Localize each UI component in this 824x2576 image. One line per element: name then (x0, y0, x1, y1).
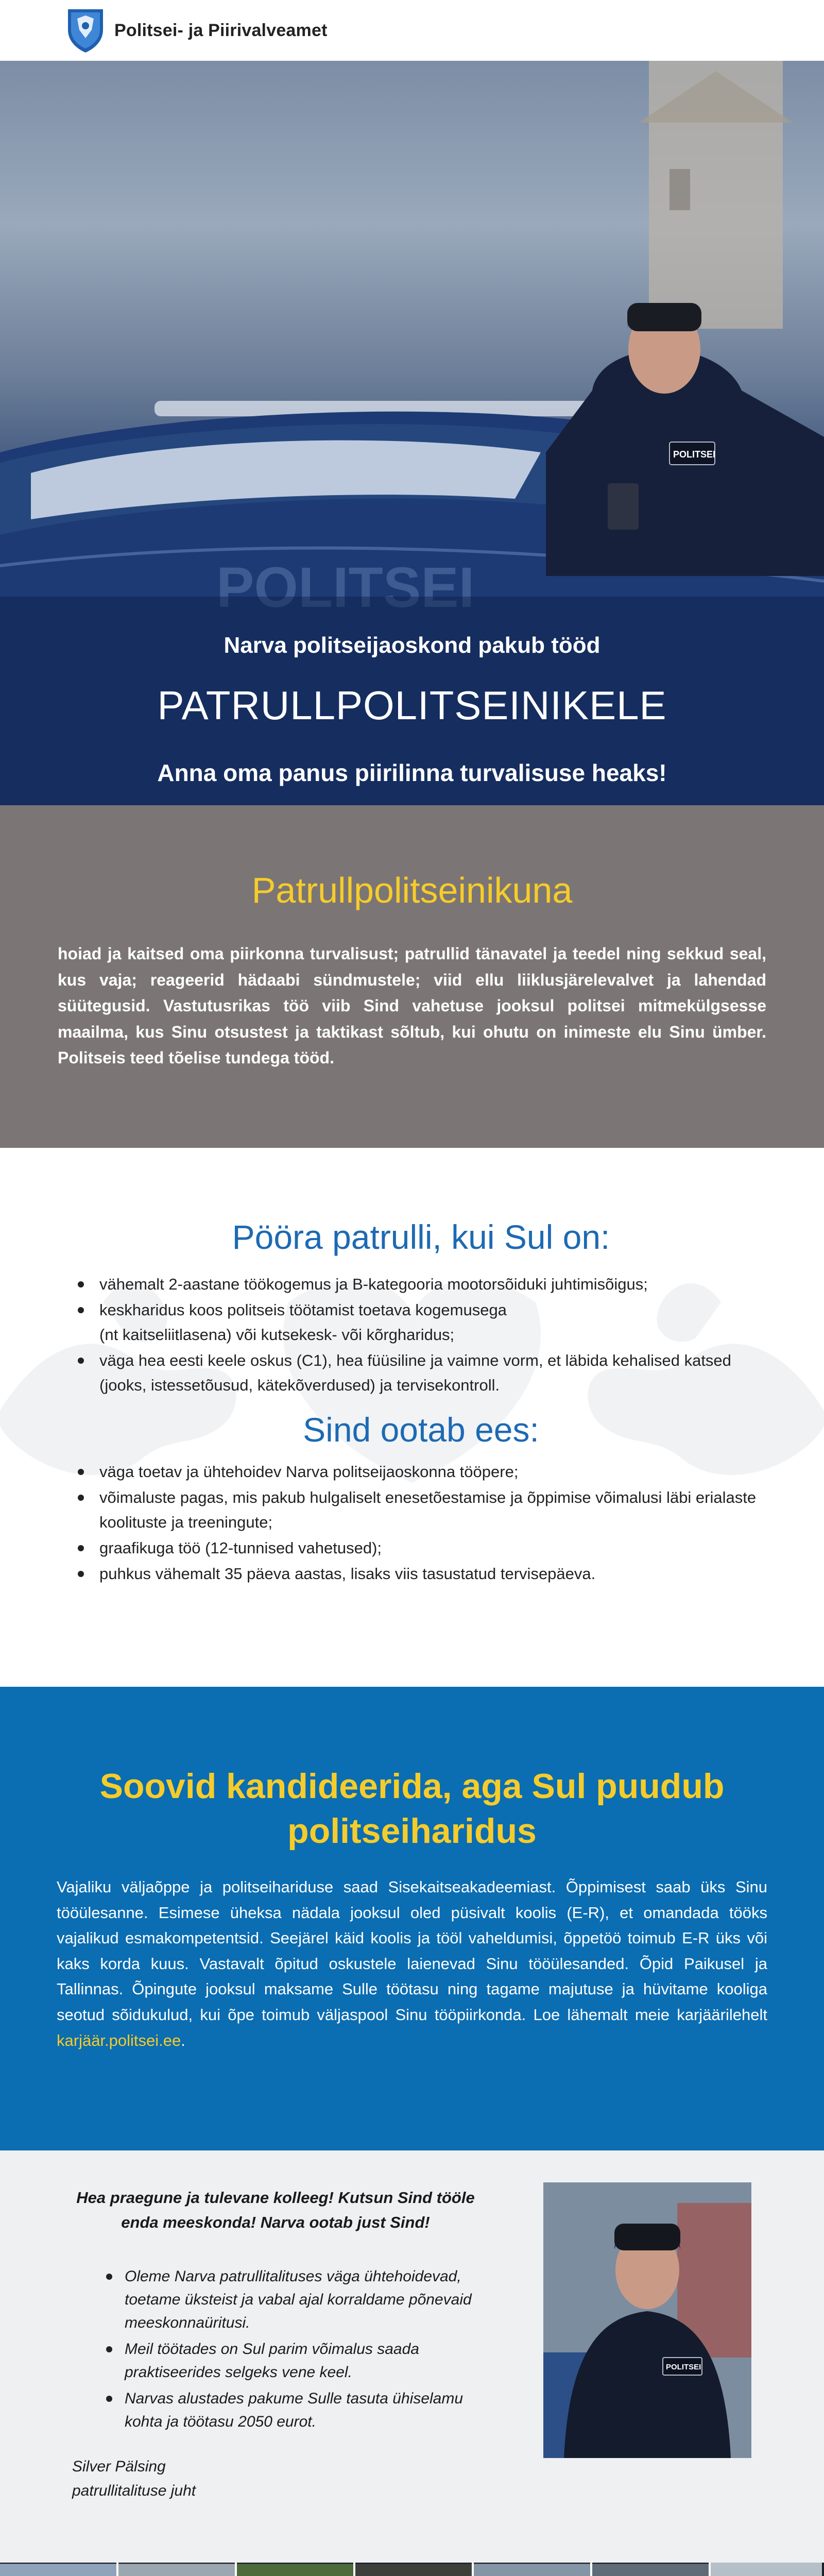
testimonial-intro: Hea praegune ja tulevane kolleeg! Kutsun Sind tööle enda meeskonda! Narva ootab just Sind! (76, 2189, 475, 2232)
strip-photo (237, 2563, 355, 2576)
requirements-list (75, 1272, 767, 1398)
strip-photo (711, 2563, 822, 2576)
logo-text: Politsei- ja Piirivalveamet (114, 20, 328, 40)
hero-kicker: Narva politseijaoskond pakub tööd (224, 633, 600, 658)
career-link[interactable]: karjäär.politsei.ee (57, 2031, 181, 2049)
requirements-section (0, 1148, 824, 1687)
list-item: Oleme Narva patrullitalituses väga ühtehoidevad, toetame üksteist ja vabal ajal korraldame põnevaid meeskonnaüritusi. (103, 2265, 479, 2334)
list-item: Meil töötades on Sul parim võimalus saada praktiseerides selgeks vene keel. (103, 2337, 479, 2384)
list-item: vähemalt 2-aastane töökogemus ja B-kategooria mootorsõiduki juhtimisõigus; (75, 1272, 767, 1297)
car-lettering: POLITSEI (216, 556, 475, 619)
offers-list (75, 1460, 767, 1586)
list-item-line: keskharidus koos politseis töötamist toetava kogemusega (99, 1301, 507, 1319)
strip-photo (118, 2563, 237, 2576)
education-heading: Soovid kandideerida, aga Sul puudub politseiharidus (99, 1767, 725, 1851)
photo-strip (0, 2563, 824, 2576)
role-heading: Patrullpolitseinikuna (251, 870, 573, 910)
officer-portrait (543, 2182, 751, 2458)
strip-photo (355, 2563, 474, 2576)
list-item: võimaluste pagas, mis pakub hulgaliselt enesetõestamise ja õppimise võimalusi läbi erialaste koolituste ja treeningute; (75, 1485, 767, 1535)
hero-subtitle: Anna oma panus piirilinna turvalisuse heaks! (157, 759, 667, 786)
list-item (75, 1298, 767, 1347)
list-item: Narvas alustades pakume Sulle tasuta ühiselamu kohta ja töötasu 2050 eurot. (103, 2387, 479, 2433)
education-end: . (181, 2031, 185, 2049)
strip-photo (474, 2563, 592, 2576)
police-shield-icon (66, 7, 105, 54)
hero-title: PATRULLPOLITSEINIKELE (157, 683, 667, 728)
offers-heading: Sind ootab ees: (303, 1411, 539, 1449)
list-item: väga hea eesti keele oskus (C1), hea füüsiline ja vaimne vorm, et läbida kehalised katsed (jooks, istessetõusud, kätekõverdused) ja tervisekontroll. (75, 1348, 767, 1398)
role-text: hoiad ja kaitsed oma piirkonna turvalisust; patrullid tänavatel ja teedel ning sekkud seal, kus vaja; reageerid hädaabi sündmustele; viid ellu liiklusjärelevalvet ja lahendad süütegusid. Vastutusrikas töö viib Sind vahetuse jooksul politsei mitmekülgsesse maailma, kus Sinu otsustest ja taktikast sõltub, kui ohutu on inimeste elu Sinu ümber. Politseis teed tõelise tundega tööd. (58, 944, 766, 1067)
list-item: puhkus vähemalt 35 päeva aastas, lisaks viis tasustatud tervisepäeva. (75, 1562, 767, 1586)
strip-photo (0, 2563, 118, 2576)
signature-name: Silver Pälsing (72, 2458, 166, 2476)
signature-title: patrullitalituse juht (72, 2482, 196, 2499)
education-body: Vajaliku väljaõppe ja politseihariduse saad Sisekaitseakadeemiast. Õppimisest saab üks Sinu tööülesanne. Esimese üheksa nädala jooksul oled püsivalt koolis (E-R), et omandada tööks vajalikud esmakompetentsid. Seejärel käid koolis ja tööl vaheldumisi, õppetöö toimub E-R üks või kaks korda kuus. Vastavalt õpitud oskustele laienevad Sinu tööülesanded. Õpid Paikusel ja Tallinnas. Õpingute jooksul maksame Sulle töötasu ning tagame majutuse ja hüvitame kooliga seotud sõidukulud, kui õpe toimub väljaspool Sinu tööpiirkonda. Loe lähemalt meie karjäärilehelt (57, 1878, 767, 2024)
testimonial-list (72, 2265, 479, 2433)
list-item: väga toetav ja ühtehoidev Narva politseijaoskonna tööpere; (75, 1460, 767, 1484)
list-item: graafikuga töö (12-tunnised vahetused); (75, 1536, 767, 1561)
testimonial-signature (72, 2455, 479, 2503)
testimonial-section (0, 2150, 824, 2563)
education-section (0, 1687, 824, 2150)
logo[interactable] (66, 7, 328, 54)
site-header (0, 0, 824, 61)
hero-banner (0, 61, 824, 805)
role-section (0, 805, 824, 1148)
education-text (57, 1874, 767, 2053)
strip-photo (592, 2563, 711, 2576)
vest-badge-text: POLITSEI (673, 449, 716, 460)
list-item-line: (nt kaitseliitlasena) või kutsekesk- või kõrgharidus; (99, 1326, 455, 1344)
requirements-heading: Pööra patrulli, kui Sul on: (232, 1218, 610, 1256)
portrait-badge-text: POLITSEI (666, 2363, 701, 2371)
